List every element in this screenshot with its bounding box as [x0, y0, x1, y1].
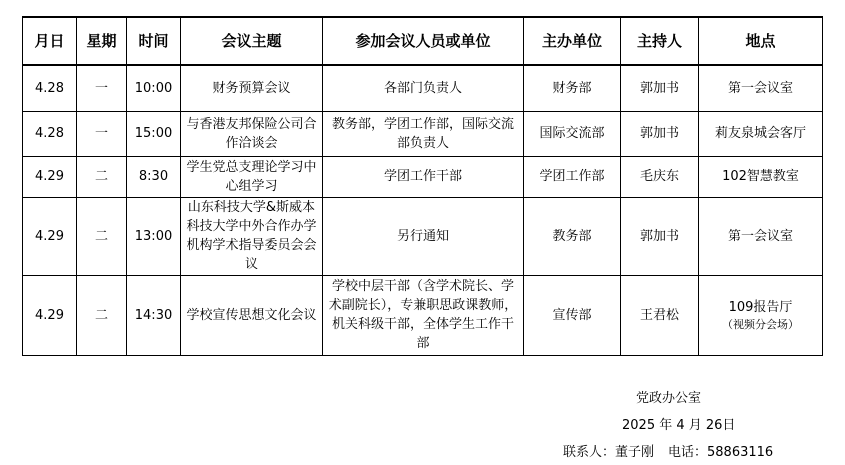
header-weekday: 星期: [77, 17, 127, 65]
header-attendees: 参加会议人员或单位: [323, 17, 524, 65]
location-name: 109报告厅: [728, 299, 793, 315]
cell-weekday: 一: [77, 65, 127, 111]
cell-attendees: 教务部，学团工作部，国际交流部负责人: [323, 111, 524, 156]
cell-topic: 学校宣传思想文化会议: [181, 275, 323, 355]
cell-attendees: 各部门负责人: [323, 65, 524, 111]
issuing-office: 党政办公室: [636, 391, 702, 406]
cell-topic: 学生党总支理论学习中心组学习: [181, 156, 323, 197]
cell-host: 郭加书: [621, 65, 699, 111]
cell-weekday: 一: [77, 111, 127, 156]
cell-topic: 与香港友邦保险公司合作洽谈会: [181, 111, 323, 156]
cell-organizer: 教务部: [524, 197, 621, 275]
cell-time: 13:00: [127, 197, 181, 275]
cell-organizer: 学团工作部: [524, 156, 621, 197]
cell-date: 4.28: [23, 111, 77, 156]
cell-weekday: 二: [77, 275, 127, 355]
cell-date: 4.28: [23, 65, 77, 111]
cell-weekday: 二: [77, 156, 127, 197]
cell-organizer: 国际交流部: [524, 111, 621, 156]
cell-time: 8:30: [127, 156, 181, 197]
cell-organizer: 宣传部: [524, 275, 621, 355]
header-date: 月日: [23, 17, 77, 65]
cell-location: [699, 275, 823, 355]
cell-organizer: 财务部: [524, 65, 621, 111]
cell-time: 15:00: [127, 111, 181, 156]
table-row: [23, 197, 823, 275]
cell-location: 102智慧教室: [699, 156, 823, 197]
cell-location: 莉友泉城会客厅: [699, 111, 823, 156]
header-host: 主持人: [621, 17, 699, 65]
contact-person: 联系人：董子刚: [563, 445, 655, 460]
header-location: 地点: [699, 17, 823, 65]
cell-date: 4.29: [23, 275, 77, 355]
header-topic: 会议主题: [181, 17, 323, 65]
cell-host: 王君松: [621, 275, 699, 355]
header-time: 时间: [127, 17, 181, 65]
cell-attendees: 另行通知: [323, 197, 524, 275]
contact-phone: 电话：58863116: [668, 445, 774, 460]
cell-date: 4.29: [23, 156, 77, 197]
contact-line: [563, 441, 773, 460]
table-row: [23, 111, 823, 156]
location-note: （视频分会场）: [722, 317, 799, 331]
cell-location: 第一会议室: [699, 197, 823, 275]
table-header-row: [23, 17, 823, 65]
cell-weekday: 二: [77, 197, 127, 275]
cell-topic: 山东科技大学&斯威本科技大学中外合作办学机构学术指导委员会会议: [181, 197, 323, 275]
cell-time: 14:30: [127, 275, 181, 355]
issue-date: 2025 年 4 月 26日: [622, 418, 736, 433]
table-row: [23, 65, 823, 111]
cell-host: 郭加书: [621, 111, 699, 156]
cell-time: 10:00: [127, 65, 181, 111]
table-row: [23, 156, 823, 197]
cell-location: 第一会议室: [699, 65, 823, 111]
meeting-schedule-table: [22, 16, 823, 356]
cell-host: 毛庆东: [621, 156, 699, 197]
table-row: [23, 275, 823, 355]
cell-attendees: 学团工作干部: [323, 156, 524, 197]
cell-date: 4.29: [23, 197, 77, 275]
cell-attendees: 学校中层干部（含学术院长、学术副院长），专兼职思政课教师，机关科级干部，全体学生工作干部: [323, 275, 524, 355]
header-organizer: 主办单位: [524, 17, 621, 65]
cell-host: 郭加书: [621, 197, 699, 275]
cell-topic: 财务预算会议: [181, 65, 323, 111]
